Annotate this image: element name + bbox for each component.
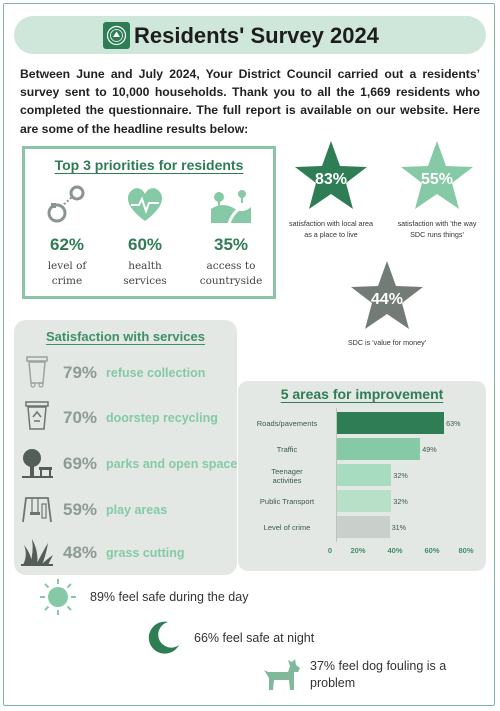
chart-tick-label: 80%: [458, 546, 474, 555]
safety-dog-fouling: [262, 656, 446, 694]
wheelie-bin-icon: [20, 355, 54, 389]
recycling-bin-icon: [20, 400, 54, 434]
playground-swing-icon: [20, 492, 54, 526]
council-logo-icon: [103, 22, 130, 49]
safety-text: 89% feel safe during the day: [90, 589, 249, 604]
priority-label: health services: [123, 260, 167, 287]
satisfaction-pct: 70%: [63, 408, 98, 427]
star-caption: satisfaction with 'the way SDC runs things': [397, 219, 477, 239]
chart-value-label: 63%: [446, 419, 461, 428]
satisfaction-label: grass cutting: [106, 546, 185, 560]
chart-value-label: 49%: [422, 445, 437, 454]
chart-category-label: Roads/pavements: [256, 419, 318, 428]
chart-value-label: 32%: [393, 471, 408, 480]
chart-value-label: 31%: [391, 523, 407, 532]
priorities-box: [22, 146, 276, 299]
satisfaction-pct: 59%: [63, 500, 98, 519]
chart-category-label: Level of crime: [263, 523, 311, 532]
satisfaction-label: doorstep recycling: [106, 411, 218, 425]
satisfaction-label: refuse collection: [106, 366, 206, 380]
satisfaction-pct: 79%: [63, 363, 98, 382]
priorities-heading: Top 3 priorities for residents: [54, 157, 244, 173]
priority-health: [107, 179, 183, 289]
priority-label: access to countryside: [199, 260, 263, 287]
chart-bar: [337, 412, 444, 434]
chart-tick-label: 0: [327, 546, 333, 555]
priority-label: level of crime: [47, 260, 87, 287]
priority-crime: [29, 179, 105, 289]
chart-title: 5 areas for improvement: [280, 386, 444, 402]
satisfaction-item: [20, 400, 235, 434]
chart-bar: [337, 438, 420, 460]
satisfaction-item: [20, 535, 235, 569]
star-pct: 55%: [420, 171, 454, 188]
priority-pct: 62%: [49, 235, 85, 254]
chart-category-label: Public Transport: [259, 497, 315, 506]
moon-icon: [144, 619, 182, 657]
chart-category-label: Traffic: [276, 445, 298, 454]
star-pct: 44%: [370, 291, 404, 308]
page-title: Residents' Survey 2024: [134, 23, 379, 48]
chart-bar: [337, 464, 391, 486]
satisfaction-pct: 48%: [63, 543, 98, 562]
chart-bar: [337, 516, 390, 538]
countryside-icon: [193, 179, 269, 231]
chart-value-label: 32%: [393, 497, 408, 506]
star-value-for-money: [349, 259, 425, 331]
sun-icon: [38, 577, 78, 617]
star-runs-things: [399, 139, 475, 211]
chart-tick-label: 60%: [424, 546, 440, 555]
satisfaction-heading: Satisfaction with services: [46, 329, 205, 344]
safety-night: [144, 619, 314, 657]
intro-paragraph: Between June and July 2024, Your District Council carried out a residents’ survey sent to 10,000 households. Thank you to all the 1,669 residents who completed the questionnaire. The full report is available on our website. Here are some of the headline results below:: [20, 67, 480, 136]
priority-countryside: [193, 179, 269, 289]
safety-day: [38, 577, 248, 617]
safety-text: 66% feel safe at night: [194, 630, 315, 645]
safety-text: 37% feel dog fouling is a problem: [310, 659, 447, 690]
star-caption: SDC is 'value for money': [347, 338, 427, 347]
satisfaction-item: [20, 492, 235, 526]
dog-icon: [262, 656, 302, 694]
satisfaction-item: [20, 355, 235, 389]
chart-tick-label: 20%: [350, 546, 366, 555]
chart-bar: [337, 490, 391, 512]
satisfaction-pct: 69%: [63, 454, 98, 473]
star-caption: satisfaction with local area as a place to live: [289, 219, 373, 239]
star-pct: 83%: [314, 171, 348, 188]
priority-pct: 60%: [127, 235, 163, 254]
satisfaction-label: play areas: [106, 503, 168, 517]
handcuffs-icon: [29, 179, 105, 231]
park-tree-icon: [20, 446, 54, 480]
priority-pct: 35%: [213, 235, 249, 254]
heart-pulse-icon: [107, 179, 183, 231]
grass-icon: [20, 535, 54, 569]
chart-category-label: Teenager activities: [271, 467, 303, 485]
chart-tick-label: 40%: [387, 546, 403, 555]
satisfaction-item: [20, 446, 238, 480]
star-local-area: [293, 139, 369, 211]
satisfaction-label: parks and open space: [106, 457, 238, 471]
